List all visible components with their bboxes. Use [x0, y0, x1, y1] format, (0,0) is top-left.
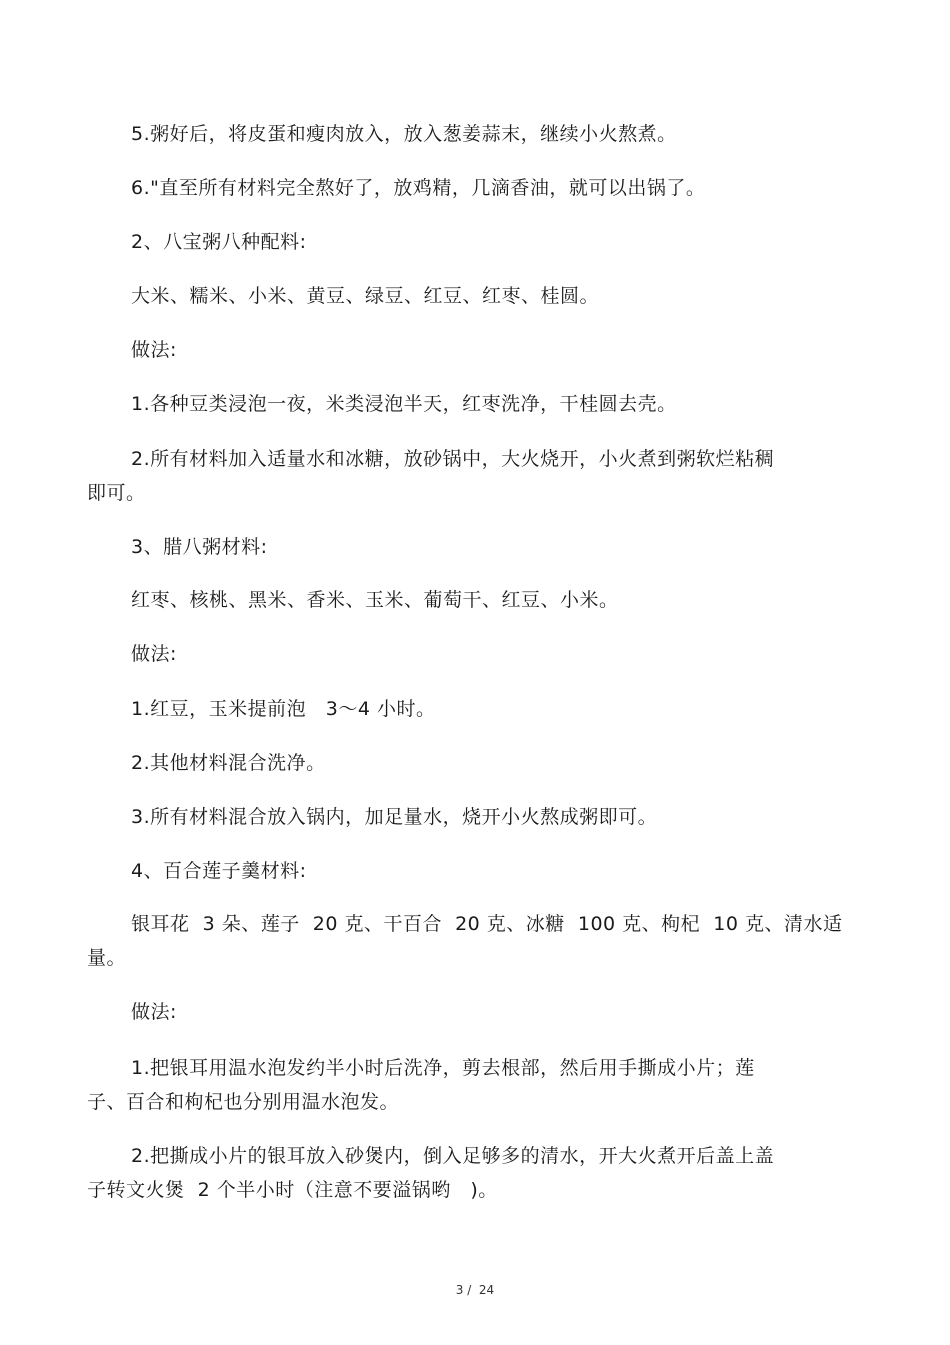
baihe-step-1: 1.把银耳用温水泡发约半小时后洗净，剪去根部，然后用手撕成小片；莲 [131, 1057, 755, 1079]
method-heading: 做法: [131, 1001, 177, 1023]
page-number: 3 / 24 [455, 1283, 495, 1297]
section-heading-babao: 2、八宝粥八种配料: [131, 231, 307, 253]
section-heading-laba: 3、腊八粥材料: [131, 536, 268, 558]
step-5-text: 5.粥好后，将皮蛋和瘦肉放入，放入葱姜蒜末，继续小火熬煮。 [131, 123, 677, 145]
section-heading-baihe: 4、百合莲子羹材料: [131, 860, 307, 882]
ingredients-baihe-cont: 量。 [87, 947, 127, 969]
ingredients-babao: 大米、糯米、小米、黄豆、绿豆、红豆、红枣、桂圆。 [131, 285, 600, 307]
ingredients-laba: 红枣、核桃、黑米、香米、玉米、葡萄干、红豆、小米。 [131, 589, 619, 611]
babao-step-1: 1.各种豆类浸泡一夜，米类浸泡半天，红枣洗净，干桂圆去壳。 [131, 393, 677, 415]
babao-step-2-cont: 即可。 [87, 482, 146, 504]
ingredients-baihe: 银耳花 3 朵、莲子 20 克、干百合 20 克、冰糖 100 克、枸杞 10 克、清水适 [131, 913, 843, 935]
laba-step-1: 1.红豆，玉米提前泡 3～4 小时。 [131, 698, 436, 720]
baihe-step-2-cont: 子转文火煲 2 个半小时（注意不要溢锅哟 )。 [87, 1179, 498, 1201]
baihe-step-1-cont: 子、百合和枸杞也分别用温水泡发。 [87, 1091, 400, 1113]
baihe-step-2: 2.把撕成小片的银耳放入砂煲内，倒入足够多的清水，开大火煮开后盖上盖 [131, 1145, 775, 1167]
method-heading: 做法: [131, 643, 177, 665]
babao-step-2: 2.所有材料加入适量水和冰糖，放砂锅中，大火烧开，小火煮到粥软烂粘稠 [131, 448, 775, 470]
step-6-text: 6."直至所有材料完全熬好了，放鸡精，几滴香油，就可以出锅了。 [131, 177, 706, 199]
laba-step-3: 3.所有材料混合放入锅内，加足量水，烧开小火熬成粥即可。 [131, 806, 658, 828]
laba-step-2: 2.其他材料混合洗净。 [131, 752, 326, 774]
method-heading: 做法: [131, 339, 177, 361]
